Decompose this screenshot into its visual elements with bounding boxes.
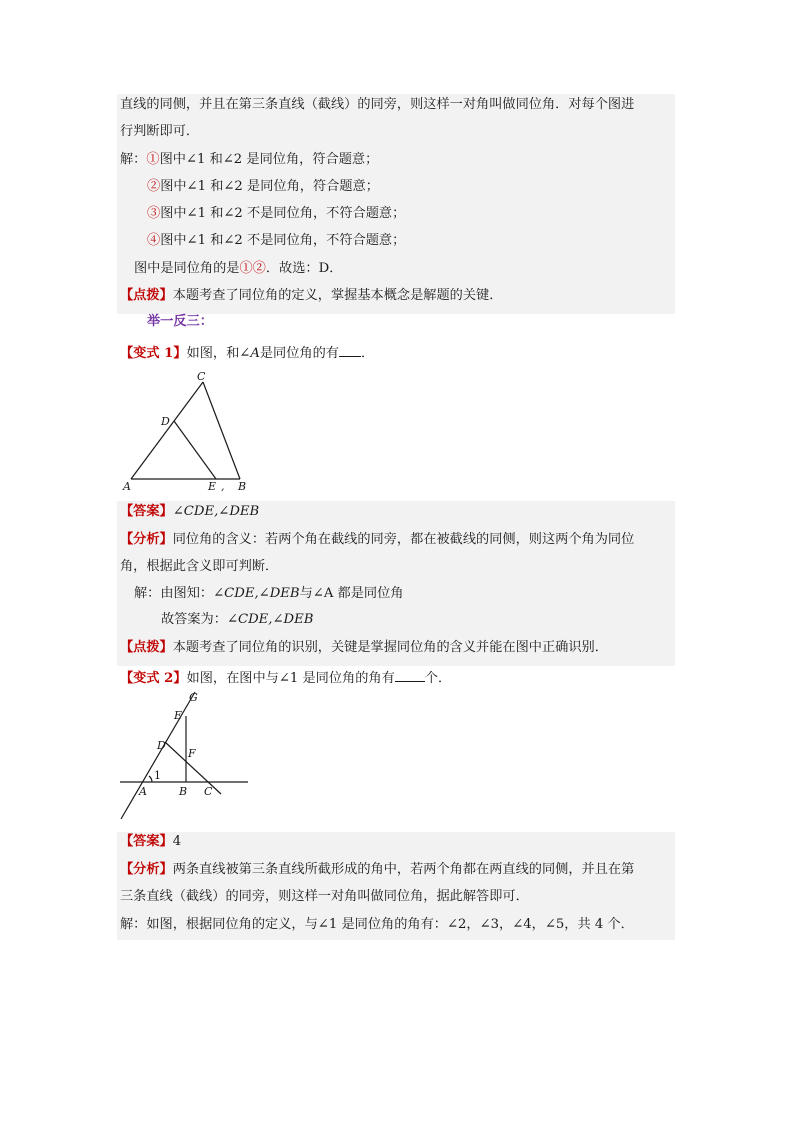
variant1-analysis-tag: 【分析】: [120, 532, 173, 547]
variant1-sol1-pre: 解：由图知：: [134, 586, 214, 601]
variant1-answer-tag: 【答案】: [120, 504, 173, 519]
variant1-analysis-1: [120, 531, 634, 549]
variant1-sol2-pre: 故答案为：: [161, 612, 227, 627]
variant1-sol1-post: 与∠A 都是同位角: [299, 586, 404, 601]
label-E: E: [208, 480, 217, 493]
variant1-analysis-2: 角，根据此含义即可判断．: [120, 559, 279, 574]
transversal-GA: [121, 692, 195, 819]
variant2-analysis-tag: 【分析】: [120, 862, 173, 877]
label-F: F: [188, 747, 196, 760]
variant1-sol2-math: ∠CDE,∠DEB: [226, 612, 314, 627]
conclusion-nums: ①②: [239, 261, 266, 276]
variant1-sol1-math: ∠CDE,∠DEB: [213, 586, 300, 601]
variant2-analysis-1: [120, 861, 634, 879]
side-CB: [203, 382, 240, 479]
label-C: C: [197, 370, 206, 383]
solution-item-2: [147, 178, 379, 196]
variant1-question-pre: 如图，和: [186, 346, 240, 361]
variant2-solution: 解：如图，根据同位角的定义，与∠1 是同位角的角有：∠2，∠3，∠4，∠5，共 4 个．: [120, 917, 634, 932]
variant2-answer-text: 4: [172, 834, 182, 849]
section-title: 举一反三：: [147, 314, 213, 329]
variant2-question-post: 个．: [424, 671, 452, 686]
variant1-question-end: ．: [360, 346, 375, 361]
variant1-solution-2: [161, 611, 313, 629]
circled-number-3: ③: [147, 206, 161, 221]
intro-line-2: 行判断即可．: [120, 124, 200, 139]
variant1-analysis-text-1: 同位角的含义：若两个角在截线的同旁，都在被截线的同侧，则这两个角为同位: [172, 532, 635, 547]
variant1-question-post: 是同位角的有: [259, 346, 339, 361]
segment-DE: [174, 421, 216, 479]
variant1-answer: [120, 503, 259, 521]
label-C: C: [204, 785, 213, 798]
variant1-tip-tag: 【点拨】: [120, 640, 173, 655]
label-G: G: [189, 691, 198, 704]
variant1-tip: [120, 639, 608, 657]
label-B: B: [238, 480, 247, 493]
highlight-block-1: [117, 94, 675, 314]
solution-text-1: 图中∠1 和∠2 是同位角，符合题意；: [159, 152, 379, 167]
tip-1: [120, 287, 502, 305]
label-B: B: [179, 785, 188, 798]
label-A: A: [123, 480, 131, 493]
solution-text-3: 图中∠1 和∠2 不是同位角，不符合题意；: [160, 206, 406, 221]
conclusion-post: ．故选：D．: [265, 261, 343, 276]
solution-text-4: 图中∠1 和∠2 不是同位角，不符合题意；: [160, 233, 406, 248]
variant2-answer-blank: [395, 667, 425, 682]
variant1-answer-text: ∠CDE,∠DEB: [172, 504, 260, 519]
angle-1-arc: [149, 776, 152, 782]
label-angle-1: 1: [154, 769, 161, 782]
solution-item-3: [147, 205, 405, 223]
circled-number-1: ①: [146, 152, 160, 167]
variant1-tag: 【变式 1】: [120, 346, 187, 361]
variant2-analysis-2: 三条直线（截线）的同旁，则这样一对角叫做同位角，据此解答即可．: [120, 889, 529, 904]
variant2-question-pre: 如图，在图中与∠1 是同位角的角有: [186, 671, 395, 686]
variant1-solution-1: [134, 585, 404, 603]
conclusion-pre: 图中是同位角的是: [134, 261, 240, 276]
variant2-answer: [120, 833, 181, 851]
solution-item-1: [120, 151, 378, 169]
variant1-triangle-figure: [118, 364, 258, 494]
variant1-answer-blank: [339, 342, 361, 357]
tip-text: 本题考查了同位角的定义，掌握基本概念是解题的关键．: [172, 288, 503, 303]
variant1-question: [120, 342, 374, 363]
solution-item-4: [147, 232, 405, 250]
solution-text-2: 图中∠1 和∠2 是同位角，符合题意；: [160, 179, 379, 194]
label-D: D: [161, 415, 170, 428]
label-A: A: [139, 785, 147, 798]
variant1-angle: ∠A: [239, 346, 260, 361]
variant2-question: [120, 667, 451, 688]
circled-number-2: ②: [147, 179, 161, 194]
solution-prefix: 解：: [120, 152, 147, 167]
variant2-lines-figure: [117, 688, 257, 822]
variant2-tag: 【变式 2】: [120, 671, 187, 686]
tip-tag: 【点拨】: [120, 288, 173, 303]
circled-number-4: ④: [147, 233, 161, 248]
variant2-answer-tag: 【答案】: [120, 834, 173, 849]
side-AC: [131, 382, 203, 479]
label-D: D: [157, 739, 166, 752]
solution-conclusion: [134, 260, 342, 278]
variant1-tip-text: 本题考查了同位角的识别，关键是掌握同位角的含义并能在图中正确识别．: [172, 640, 608, 655]
intro-line-1: 直线的同侧，并且在第三条直线（截线）的同旁，则这样一对角叫做同位角．对每个图进: [120, 97, 635, 112]
variant2-analysis-text-1: 两条直线被第三条直线所截形成的角中，若两个角都在两直线的同侧，并且在第: [172, 862, 635, 877]
label-comma: ,: [221, 480, 225, 493]
label-E: E: [174, 709, 183, 722]
